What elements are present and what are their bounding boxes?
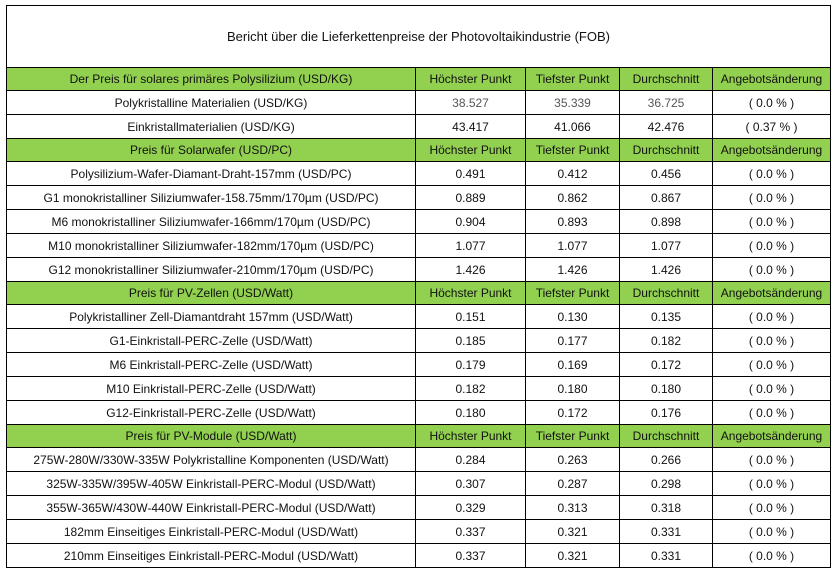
average-price-cell: 0.318 [620,496,713,520]
price-change-cell: ( 0.0 % ) [713,496,831,520]
product-name-cell: 182mm Einseitiges Einkristall-PERC-Modul (USD/Watt) [7,520,416,544]
price-change-cell: ( 0.0 % ) [713,305,831,329]
highest-price-cell: 38.527 [416,91,526,115]
average-price-cell: 0.176 [620,401,713,425]
column-header: Höchster Punkt [416,425,526,448]
average-price-cell: 0.182 [620,329,713,353]
price-report-sheet [6,5,830,568]
section-header-row [7,68,831,91]
product-name-cell: M10 Einkristall-PERC-Zelle (USD/Watt) [7,377,416,401]
lowest-price-cell: 1.426 [526,258,620,282]
price-change-cell: ( 0.0 % ) [713,91,831,115]
lowest-price-cell: 0.321 [526,520,620,544]
column-header: Höchster Punkt [416,68,526,91]
average-price-cell: 36.725 [620,91,713,115]
highest-price-cell: 43.417 [416,115,526,139]
section-header-title: Preis für Solarwafer (USD/PC) [7,139,416,162]
table-row [7,353,831,377]
table-row [7,472,831,496]
table-row [7,448,831,472]
product-name-cell: G12 monokristalliner Siliziumwafer-210mm/170µm (USD/PC) [7,258,416,282]
highest-price-cell: 0.151 [416,305,526,329]
highest-price-cell: 0.180 [416,401,526,425]
column-header: Angebotsänderung [713,425,831,448]
lowest-price-cell: 1.077 [526,234,620,258]
price-change-cell: ( 0.0 % ) [713,234,831,258]
column-header: Durchschnitt [620,425,713,448]
product-name-cell: 355W-365W/430W-440W Einkristall-PERC-Modul (USD/Watt) [7,496,416,520]
table-row [7,496,831,520]
report-title-row [7,6,831,68]
average-price-cell: 0.172 [620,353,713,377]
section-header-title: Preis für PV-Zellen (USD/Watt) [7,282,416,305]
table-row [7,329,831,353]
price-change-cell: ( 0.0 % ) [713,520,831,544]
section-header-row [7,282,831,305]
table-row [7,305,831,329]
column-header: Höchster Punkt [416,139,526,162]
average-price-cell: 0.331 [620,520,713,544]
price-change-cell: ( 0.37 % ) [713,115,831,139]
lowest-price-cell: 0.321 [526,544,620,568]
section-header-title: Preis für PV-Module (USD/Watt) [7,425,416,448]
price-change-cell: ( 0.0 % ) [713,544,831,568]
product-name-cell: M10 monokristalliner Siliziumwafer-182mm/170µm (USD/PC) [7,234,416,258]
lowest-price-cell: 0.130 [526,305,620,329]
product-name-cell: 210mm Einseitiges Einkristall-PERC-Modul (USD/Watt) [7,544,416,568]
table-row [7,162,831,186]
product-name-cell: Einkristallmaterialien (USD/KG) [7,115,416,139]
highest-price-cell: 0.904 [416,210,526,234]
product-name-cell: Polysilizium-Wafer-Diamant-Draht-157mm (USD/PC) [7,162,416,186]
column-header: Angebotsänderung [713,139,831,162]
highest-price-cell: 1.426 [416,258,526,282]
lowest-price-cell: 0.172 [526,401,620,425]
average-price-cell: 0.898 [620,210,713,234]
highest-price-cell: 0.182 [416,377,526,401]
report-title: Bericht über die Lieferkettenpreise der Photovoltaikindustrie (FOB) [7,6,831,68]
column-header: Durchschnitt [620,139,713,162]
column-header: Durchschnitt [620,282,713,305]
product-name-cell: G12-Einkristall-PERC-Zelle (USD/Watt) [7,401,416,425]
product-name-cell: G1-Einkristall-PERC-Zelle (USD/Watt) [7,329,416,353]
column-header: Tiefster Punkt [526,282,620,305]
average-price-cell: 0.180 [620,377,713,401]
product-name-cell: 275W-280W/330W-335W Polykristalline Komponenten (USD/Watt) [7,448,416,472]
price-change-cell: ( 0.0 % ) [713,162,831,186]
product-name-cell: G1 monokristalliner Siliziumwafer-158.75mm/170µm (USD/PC) [7,186,416,210]
highest-price-cell: 0.185 [416,329,526,353]
table-row [7,210,831,234]
average-price-cell: 0.331 [620,544,713,568]
price-change-cell: ( 0.0 % ) [713,329,831,353]
section-header-title: Der Preis für solares primäres Polysilizium (USD/KG) [7,68,416,91]
lowest-price-cell: 0.412 [526,162,620,186]
table-row [7,544,831,568]
product-name-cell: Polykristalliner Zell-Diamantdraht 157mm (USD/Watt) [7,305,416,329]
lowest-price-cell: 0.287 [526,472,620,496]
lowest-price-cell: 0.177 [526,329,620,353]
section-header-row [7,425,831,448]
column-header: Durchschnitt [620,68,713,91]
column-header: Angebotsänderung [713,282,831,305]
highest-price-cell: 0.329 [416,496,526,520]
table-row [7,115,831,139]
table-row [7,258,831,282]
price-change-cell: ( 0.0 % ) [713,401,831,425]
highest-price-cell: 0.307 [416,472,526,496]
average-price-cell: 0.135 [620,305,713,329]
average-price-cell: 0.298 [620,472,713,496]
average-price-cell: 0.867 [620,186,713,210]
table-row [7,186,831,210]
average-price-cell: 0.456 [620,162,713,186]
column-header: Tiefster Punkt [526,425,620,448]
table-row [7,520,831,544]
lowest-price-cell: 41.066 [526,115,620,139]
highest-price-cell: 1.077 [416,234,526,258]
highest-price-cell: 0.337 [416,520,526,544]
price-change-cell: ( 0.0 % ) [713,448,831,472]
product-name-cell: M6 Einkristall-PERC-Zelle (USD/Watt) [7,353,416,377]
lowest-price-cell: 0.169 [526,353,620,377]
price-change-cell: ( 0.0 % ) [713,258,831,282]
table-row [7,91,831,115]
highest-price-cell: 0.889 [416,186,526,210]
table-row [7,234,831,258]
lowest-price-cell: 0.180 [526,377,620,401]
highest-price-cell: 0.337 [416,544,526,568]
column-header: Tiefster Punkt [526,68,620,91]
lowest-price-cell: 35.339 [526,91,620,115]
section-header-row [7,139,831,162]
table-row [7,377,831,401]
highest-price-cell: 0.284 [416,448,526,472]
average-price-cell: 42.476 [620,115,713,139]
price-change-cell: ( 0.0 % ) [713,210,831,234]
product-name-cell: Polykristalline Materialien (USD/KG) [7,91,416,115]
table-row [7,401,831,425]
lowest-price-cell: 0.862 [526,186,620,210]
price-change-cell: ( 0.0 % ) [713,377,831,401]
price-report-table [6,5,831,568]
lowest-price-cell: 0.893 [526,210,620,234]
average-price-cell: 0.266 [620,448,713,472]
highest-price-cell: 0.491 [416,162,526,186]
average-price-cell: 1.077 [620,234,713,258]
column-header: Tiefster Punkt [526,139,620,162]
highest-price-cell: 0.179 [416,353,526,377]
lowest-price-cell: 0.313 [526,496,620,520]
product-name-cell: M6 monokristalliner Siliziumwafer-166mm/170µm (USD/PC) [7,210,416,234]
price-change-cell: ( 0.0 % ) [713,353,831,377]
price-change-cell: ( 0.0 % ) [713,186,831,210]
product-name-cell: 325W-335W/395W-405W Einkristall-PERC-Modul (USD/Watt) [7,472,416,496]
lowest-price-cell: 0.263 [526,448,620,472]
price-change-cell: ( 0.0 % ) [713,472,831,496]
column-header: Höchster Punkt [416,282,526,305]
average-price-cell: 1.426 [620,258,713,282]
column-header: Angebotsänderung [713,68,831,91]
